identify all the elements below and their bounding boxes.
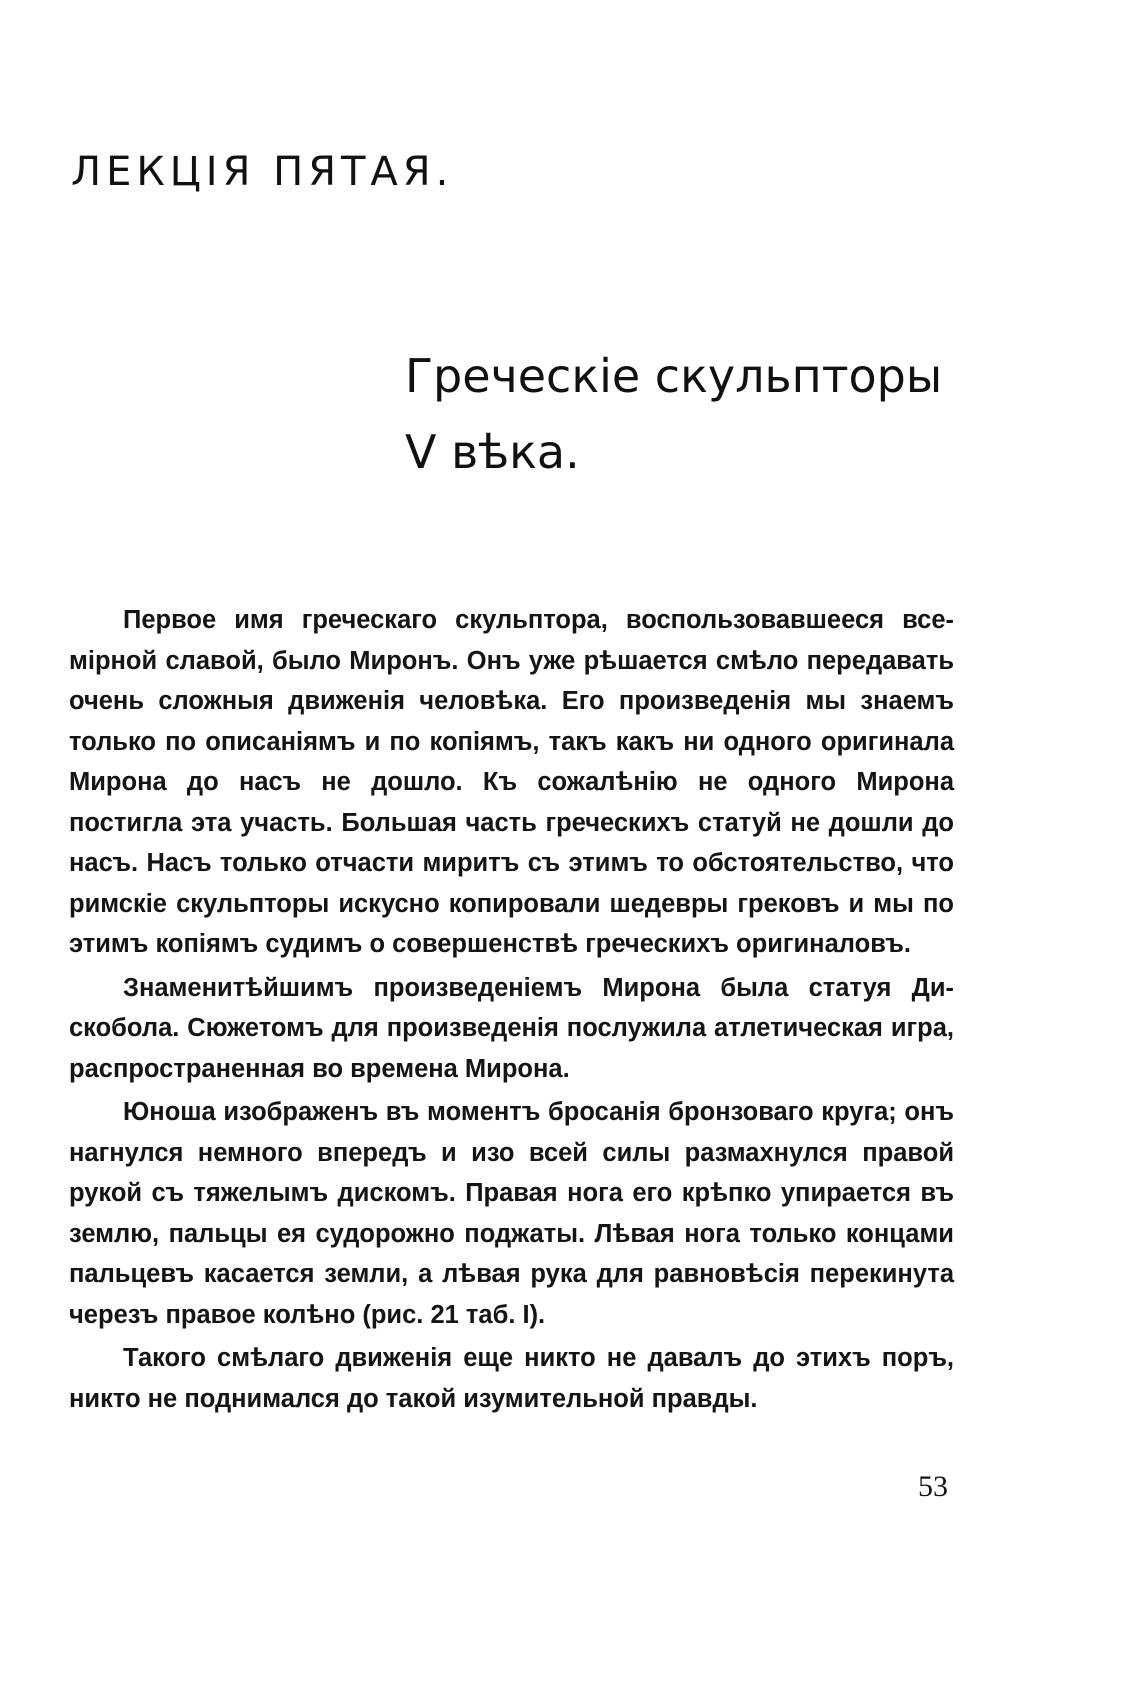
chapter-title-line-1: Греческіе скульпторы (405, 349, 943, 403)
lecture-heading: ЛЕКЦІЯ ПЯТАЯ. (71, 149, 454, 195)
page-number: 53 (918, 1470, 948, 1503)
paragraph: Знаменитѣйшимъ произведеніемъ Мирона была статуя Дискобола. Сюжетомъ для произведенія послужила атлетическая игра, распространенная во времена Мирона. (69, 973, 954, 1083)
chapter-title (405, 338, 942, 490)
paragraph: Такого смѣлаго движенія еще никто не давалъ до этихъ поръ, никто не поднимался до такой изумительной правды. (69, 1344, 954, 1413)
paragraph: Первое имя греческаго скульптора, воспользовавшееся всемірной славой, было Миронъ. Онъ уже рѣшается смѣло передавать очень сложныя движенія человѣка. Его произведенія мы знаемъ только по описаніямъ и по копіямъ, такъ какъ ни одного оригинала Мирона до насъ не дошло. Къ сожалѣнію не одного Мирона постигла эта участь. Большая часть греческихъ статуй не дошли до насъ. Насъ только отчасти миритъ съ этимъ то обстоятельство, что римскіе скульпторы искусно копировали шедевры грековъ и мы по этимъ копіямъ судимъ о совершенствѣ греческихъ оригиналовъ. (69, 606, 954, 958)
body-text (69, 600, 954, 1422)
paragraph: Юноша изображенъ въ моментъ бросанія бронзоваго круга; онъ нагнулся немного впередъ и изо всей силы размахнулся правой рукой съ тяжелымъ дискомъ. Правая нога его крѣпко упирается въ землю, пальцы ея судорожно поджаты. Лѣвая нога только концами пальцевъ касается земли, а лѣвая рука для равновѣсія перекинута черезъ правое колѣно (рис. 21 таб. I). (69, 1098, 954, 1329)
chapter-title-line-2: V вѣка. (405, 425, 580, 479)
